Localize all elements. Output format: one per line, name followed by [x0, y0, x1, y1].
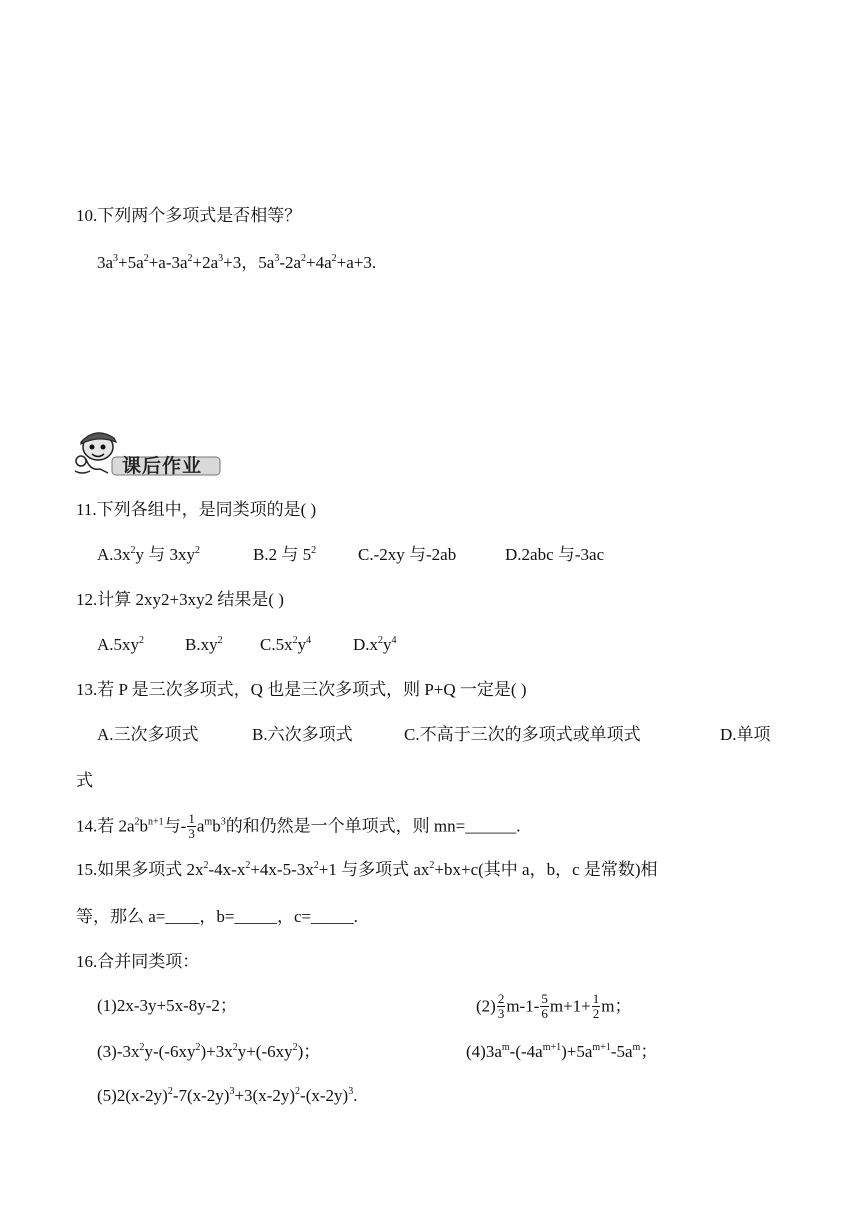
question-13-option-a: A.三次多项式 — [97, 725, 199, 744]
fraction-one-half: $\frac{1}{2}$ — [592, 991, 600, 1021]
question-15-line-2: 等，那么 a=____，b=_____，c=_____. — [76, 907, 358, 926]
question-12-title: 12.计算 2xy2+3xy2 结果是( ) — [76, 590, 284, 609]
question-15-line-1: 15.如果多项式 $2x^2-4x-x^2+4x-5-3x^2+1$ 与多项式 $ax^2+bx+c$(其中 a，b，c 是常数)相 — [76, 860, 658, 879]
question-10-expressions: $3a^3+5a^2+a-3a^2+2a^3+3$，$5a^3-2a^2+4a^2+a+3$. — [97, 253, 377, 272]
question-11-option-b: B.2 与 $5^2$ — [253, 545, 317, 564]
homework-badge-label: 课后作业 — [122, 455, 203, 477]
question-16-part-3: $(3)-3x^2y-(-6xy^2)+3x^2y+(-6xy^2)$； — [97, 1042, 321, 1061]
question-16-title: 16.合并同类项： — [76, 952, 200, 971]
question-11-option-d: D.2abc 与-3ac — [505, 545, 605, 564]
homework-badge — [72, 425, 222, 477]
question-10-title: 10.下列两个多项式是否相等？ — [76, 206, 302, 225]
question-13-option-c: C.不高于三次的多项式或单项式 — [404, 725, 641, 744]
question-11-title: 11.下列各组中，是同类项的是( ) — [76, 500, 317, 519]
question-16-part-5: $(5)2(x-2y)^2-7(x-2y)^3+3(x-2y)^2-(x-2y)^3$. — [97, 1086, 358, 1105]
fraction-two-thirds: $\frac{2}{3}$ — [497, 991, 505, 1021]
fraction-one-third: $\frac{1}{3}$ — [188, 811, 195, 841]
fraction-five-sixths: $\frac{5}{6}$ — [541, 991, 548, 1021]
question-13-option-d-wrap: 式 — [76, 771, 93, 790]
question-12-option-a: $A.5xy^2$ — [97, 635, 145, 654]
question-12-option-d: $D.x^2y^4$ — [353, 635, 397, 654]
question-13-option-d: D.单项 — [720, 725, 771, 744]
question-16-part-1: (1)2x-3y+5x-8y-2； — [97, 996, 237, 1015]
question-11-option-a: $A.3x^2y$ 与 $3xy^2$ — [97, 545, 201, 564]
question-16-part-4: $(4)3a^m-(-4a^{m+1})+5a^{m+1}-5a^m$； — [466, 1042, 658, 1061]
question-12-option-c: $C.5x^2y^4$ — [260, 635, 312, 654]
question-14: 14.若 $2a^2b^{n+1}$与- $\frac{1}{3}$ $a^mb^3$的和仍然是一个单项式，则 mn=______. — [76, 811, 521, 841]
question-13-title: 13.若 P 是三次多项式，Q 也是三次多项式，则 P+Q 一定是( ) — [76, 680, 527, 699]
question-13-option-b: B.六次多项式 — [252, 725, 353, 744]
question-11-option-c: C.-2xy 与-2ab — [358, 545, 457, 564]
question-12-option-b: $B.xy^2$ — [185, 635, 223, 654]
question-16-part-2: (2) $\frac{2}{3}$ m-1- $\frac{5}{6}$ m+1+ $\frac{1}{2}$ m； — [476, 991, 632, 1021]
